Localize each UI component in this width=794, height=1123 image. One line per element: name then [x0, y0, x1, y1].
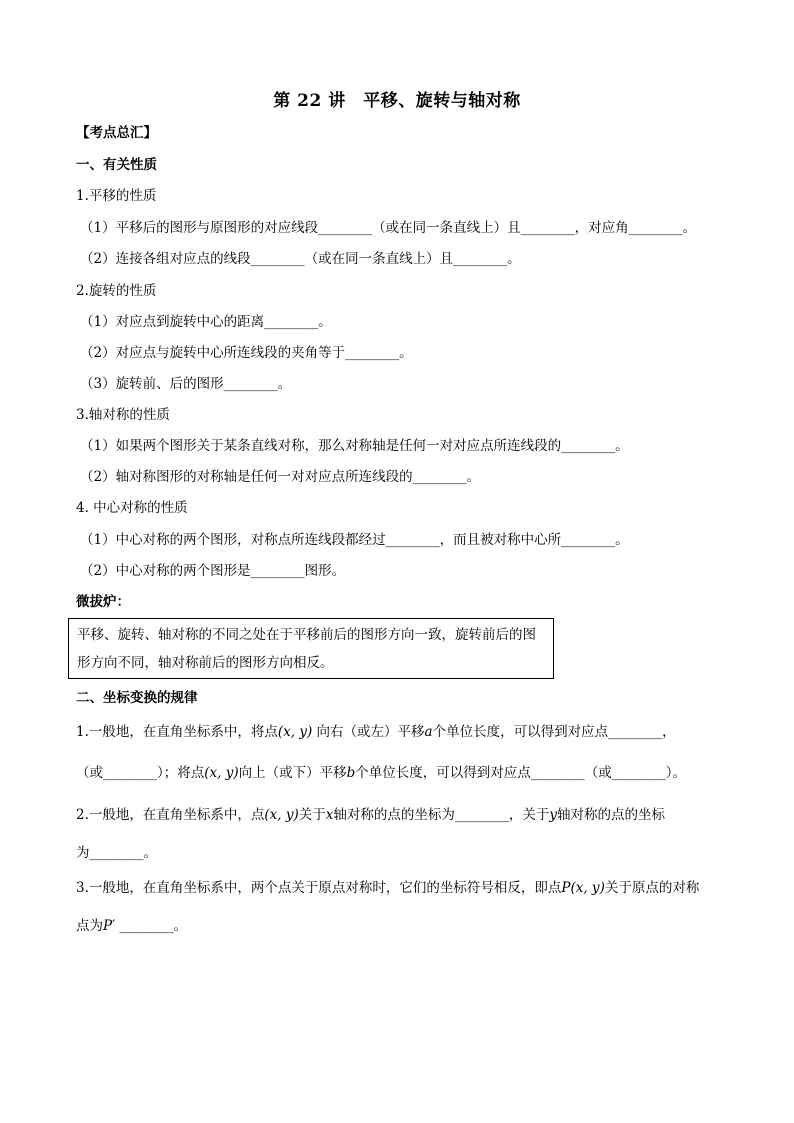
rule3-text-b: 关于原点的对称 — [604, 880, 700, 896]
rule3-line-2 — [76, 916, 187, 936]
rotation-item-2: （2）对应点与旋转中心所连线段的夹角等于________。 — [80, 345, 413, 361]
page-title: 第 22 讲 平移、旋转与轴对称 — [273, 91, 521, 111]
rule2-text-d: 轴对称的点的坐标 — [557, 807, 666, 823]
rule1-var-b: b — [346, 765, 356, 781]
axial-item-2: （2）轴对称图形的对称轴是任何一对对应点所连线段的________。 — [80, 469, 481, 485]
rule1-text-d: （或________）；将点 — [76, 765, 205, 781]
rule2-text-a: 2.一般地，在直角坐标系中，点 — [76, 807, 265, 823]
rule1-text-f: 个单位长度，可以得到对应点________（或________）。 — [355, 765, 687, 781]
axial-heading: 3.轴对称的性质 — [76, 407, 170, 423]
rule1-text-c: 个单位长度，可以得到对应点________， — [432, 724, 676, 740]
rule3-text-d: ________。 — [115, 918, 187, 934]
axial-item-1: （1）如果两个图形关于某条直线对称，那么对称轴是任何一对对应点所连线段的________。 — [80, 438, 629, 454]
rule2-text-c: 轴对称的点的坐标为________，关于 — [333, 807, 550, 823]
rule2-var-y: y — [549, 807, 558, 823]
section2-heading: 二、坐标变换的规律 — [76, 690, 198, 706]
rule1-point-2: (x, y) — [204, 765, 239, 781]
rule3-point: P(x, y) — [561, 880, 605, 896]
rule3-text-c: 点为 — [76, 918, 103, 934]
tip-box — [68, 618, 554, 679]
central-item-2: （2）中心对称的两个图形是________图形。 — [80, 563, 346, 579]
rule1-point: (x, y) — [277, 724, 313, 740]
rule2-line-2: 为________。 — [76, 845, 157, 861]
rotation-item-3: （3）旋转前、后的图形________。 — [80, 376, 292, 392]
central-item-1: （1）中心对称的两个图形，对称点所连线段都经过________，而且被对称中心所________。 — [80, 532, 629, 548]
rule1-text-b: 向右（或左）平移 — [312, 724, 425, 740]
rule1-line-2 — [76, 763, 686, 783]
rule1-var-a: a — [424, 724, 433, 740]
rotation-heading: 2.旋转的性质 — [76, 283, 157, 299]
rule2-var-x: x — [325, 807, 334, 823]
translation-heading: 1.平移的性质 — [76, 188, 157, 204]
tip-line-2: 形方向不同，轴对称前后的图形方向相反。 — [77, 655, 334, 671]
rule1-line-1 — [76, 722, 676, 742]
rule3-prime-point: P′ — [103, 918, 116, 934]
rule1-text-a: 1.一般地，在直角坐标系中，将点 — [76, 724, 278, 740]
rotation-item-1: （1）对应点到旋转中心的距离________。 — [80, 314, 332, 330]
rule1-text-e: 向上（或下）平移 — [238, 765, 347, 781]
translation-item-1: （1）平移后的图形与原图形的对应线段________（或在同一条直线上）且________，对应角________。 — [80, 220, 697, 236]
rule2-line-1 — [76, 805, 665, 825]
tip-line-1: 平移、旋转、轴对称的不同之处在于平移前后的图形方向一致，旋转前后的图 — [77, 627, 536, 643]
rule3-text-a: 3.一般地，在直角坐标系中，两个点关于原点对称时，它们的坐标符号相反，即点 — [76, 880, 562, 896]
section1-heading: 一、有关性质 — [76, 157, 157, 173]
summary-heading: 【考点总汇】 — [76, 125, 157, 141]
rule2-text-b: 关于 — [298, 807, 326, 823]
rule2-point: (x, y) — [264, 807, 299, 823]
central-heading: 4. 中心对称的性质 — [76, 500, 188, 516]
rule3-line-1 — [76, 878, 699, 898]
tip-heading: 微拔炉： — [76, 594, 130, 610]
translation-item-2: （2）连接各组对应点的线段________（或在同一条直线上）且________。 — [80, 251, 521, 267]
